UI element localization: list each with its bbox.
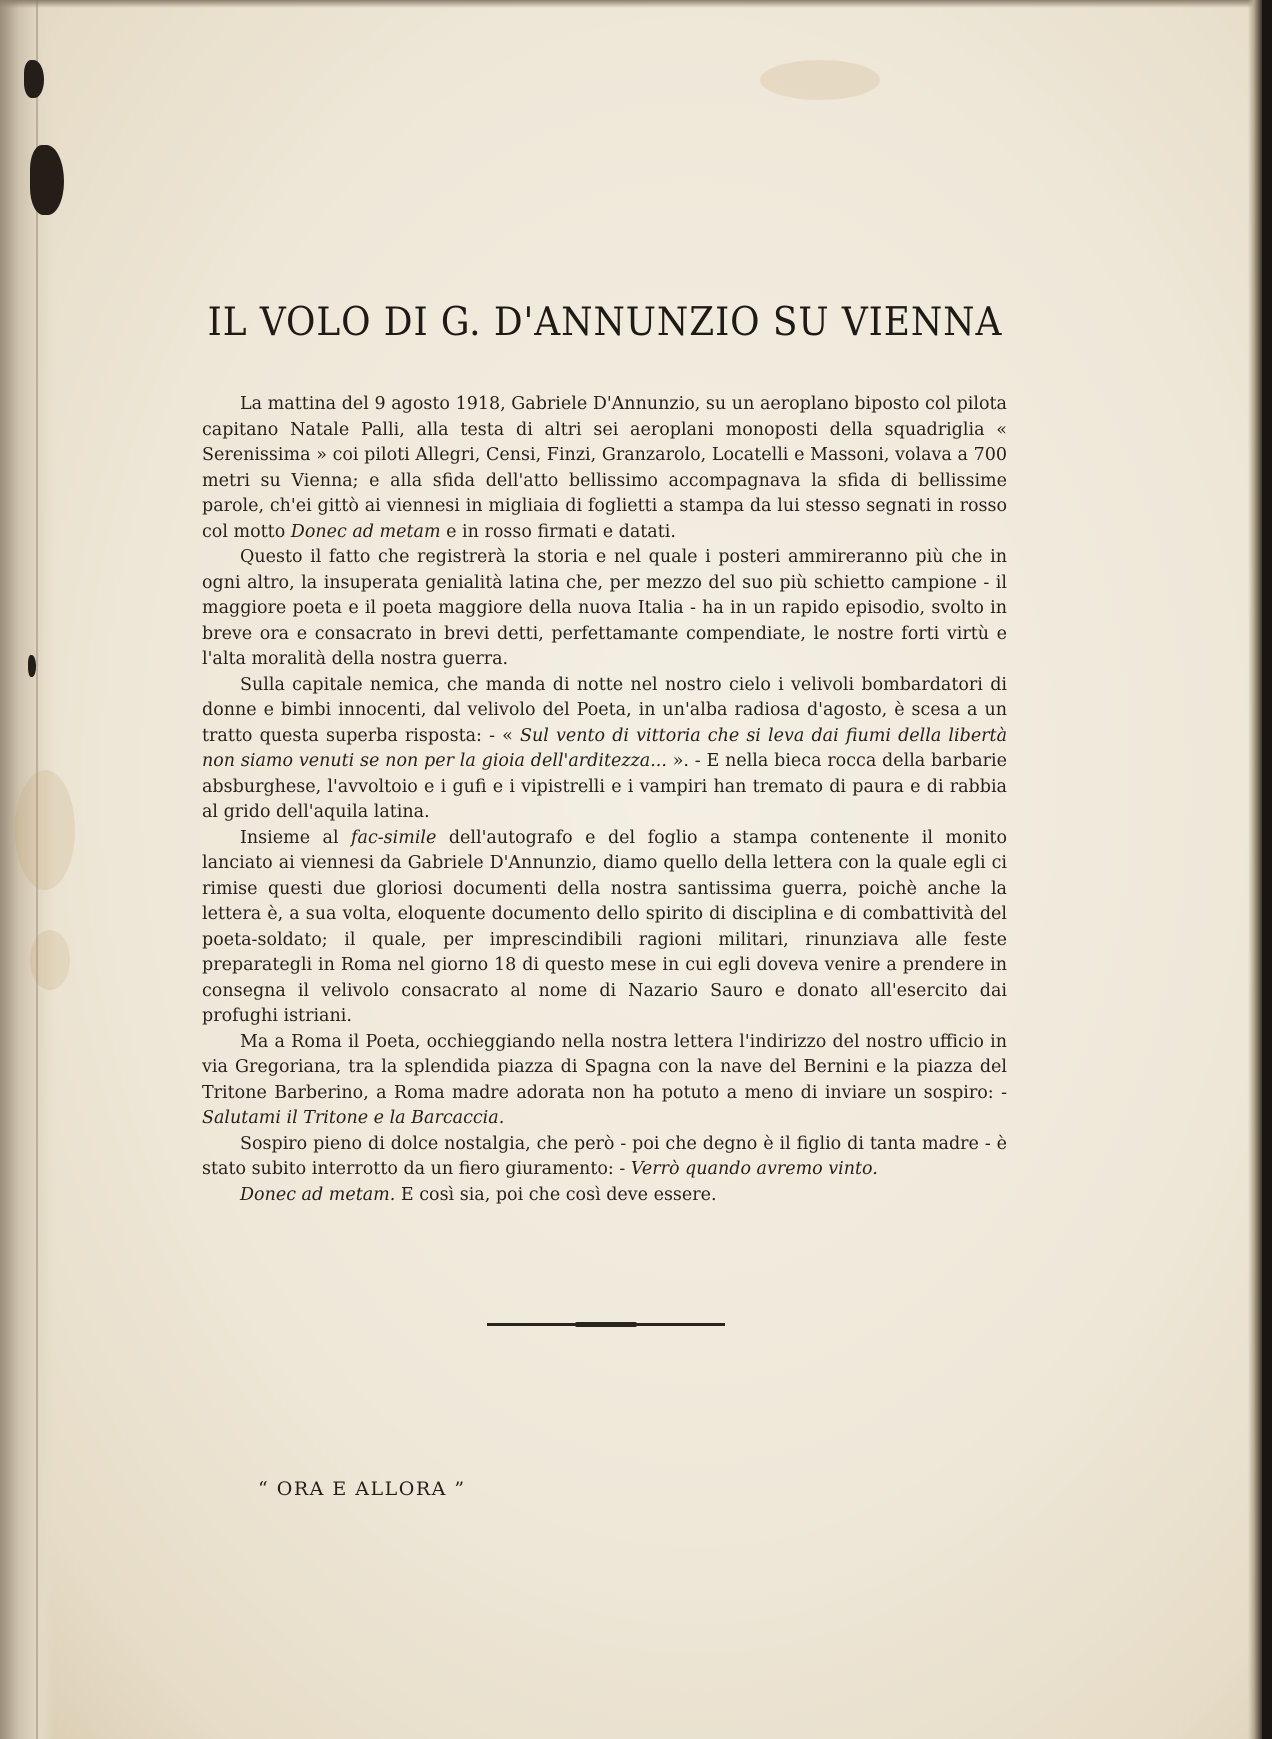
italic-text: Donec ad metam.	[240, 1184, 396, 1205]
italic-text: Sul vento di vittoria che si leva dai fiumi della libertà non siamo venuti se non per la gioia dell'arditezza...	[202, 725, 1008, 771]
tear-mark	[30, 145, 64, 215]
paragraph-text: ». - E nella bieca rocca della barbarie absburghese, l'avvoltoio e i gufi e i vipistrelli e i vampiri han tremato di paura e di rabbia al grido dell'aquila latina.	[202, 751, 1008, 822]
decorative-rule-center	[575, 1322, 637, 1327]
paragraph-text: Questo il fatto che registrerà la storia e nel quale i posteri ammireranno più che in ogni altro, la insuperata genialità latina che, per mezzo del suo più schietto campione - il maggiore poeta e il poeta maggiore della nuova Italia - ha in un rapido episodio, svolto in breve ora e consacrato in brevi detti, perfettamante compendiate, le nostre forti virtù e l'alta moralità della nostra guerra.	[202, 547, 1007, 669]
right-edge	[1248, 0, 1262, 1739]
article-body	[202, 392, 1007, 1208]
paragraph-text: Sulla capitale nemica, che manda di notte nel nostro cielo i velivoli bombardatori di donne e bimbi innocenti, dal velivolo del Poeta, in un'alba radiosa d'agosto, è scesa a un tratto questa superba risposta: - «	[202, 674, 1007, 746]
article-paragraph	[202, 673, 1007, 826]
paragraph-text: dell'autografo e del foglio a stampa contenente il monito lanciato ai viennesi da Gabriele D'Annunzio, diamo quello della lettera con la quale egli ci rimise questi due gloriosi documenti della nostra santissima guerra, poichè anche la lettera è, a sua volta, eloquente documento dello spirito di disciplina e di combattività del poeta-soldato; il quale, per imprescindibili ragioni militari, rinunziava alle feste preparategli in Roma nel giorno 18 di questo mese in cui egli doveva venire a prendere in consegna il velivolo consacrato al nome di Nazario Sauro e donato all'esercito dai profughi istriani.	[202, 827, 1007, 1026]
page-title: IL VOLO DI G. D'ANNUNZIO SU VIENNA	[207, 300, 1003, 345]
article-paragraph	[202, 545, 1007, 673]
paragraph-text: Sospiro pieno di dolce nostalgia, che però - poi che degno è il figlio di tanta madre - è stato subito interrotto da un fiero giuramento: -	[202, 1133, 1007, 1179]
top-edge	[0, 0, 1262, 8]
paragraph-text: e in rosso firmati e datati.	[440, 521, 676, 542]
italic-text: Donec ad metam	[290, 521, 441, 542]
paper-stain	[30, 930, 70, 990]
article-paragraph	[202, 826, 1007, 1030]
article-paragraph	[202, 1132, 1007, 1183]
paragraph-text: La mattina del 9 agosto 1918, Gabriele D'Annunzio, su un aeroplano biposto col pilota capitano Natale Palli, alla testa di altri sei aeroplani monoposti della squadriglia « Serenissima » coi piloti Allegri, Censi, Finzi, Granzarolo, Locatelli e Massoni, volava a 700 metri su Vienna; e alla sfida dell'atto bellissimo accompagnava la sfida di bellissime parole, ch'ei gittò ai viennesi in migliaia di foglietti a stampa da lui stesso segnati in rosso col motto	[202, 394, 1007, 542]
tear-mark	[24, 60, 44, 98]
paper-stain	[760, 60, 880, 100]
paragraph-text: Ma a Roma il Poeta, occhieggiando nella nostra lettera l'indirizzo del nostro ufficio in via Gregoriana, tra la splendida piazza di Spagna con la nave del Bernini e la piazza del Tritone Barberino, a Roma madre adorata non ha potuto a meno di inviare un sospiro: -	[202, 1031, 1007, 1103]
article-paragraph	[202, 1030, 1007, 1132]
italic-text: Verrò quando avremo vinto.	[630, 1159, 878, 1179]
tear-mark	[28, 655, 36, 677]
paper-stain	[15, 770, 75, 890]
article-paragraph	[202, 392, 1007, 545]
italic-text: Salutami il Tritone e la Barcaccia.	[202, 1108, 505, 1128]
article-paragraph	[202, 1183, 1007, 1209]
paragraph-text: Insieme al	[240, 827, 352, 848]
publication-footer: “ ORA E ALLORA ”	[258, 1478, 466, 1500]
italic-text: fac-simile	[351, 827, 437, 848]
paragraph-text: E così sia, poi che così deve essere.	[395, 1184, 717, 1205]
